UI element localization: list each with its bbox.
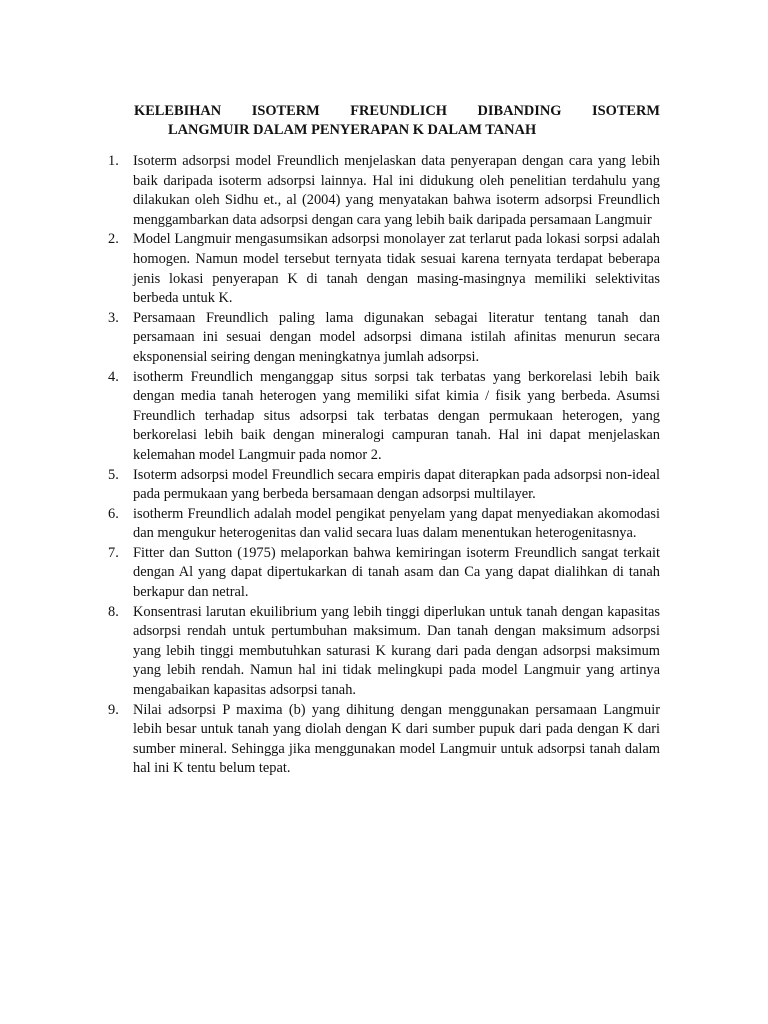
list-item-number: 6. bbox=[108, 505, 119, 522]
list-item-text: isotherm Freundlich adalah model pengikat penyelam yang dapat menyediakan akomodasi dan mengukur heterogenitas dan valid secara luas dalam menentukan heterogenitasnya. bbox=[133, 505, 660, 542]
list-item-number: 2. bbox=[108, 231, 119, 248]
list-item bbox=[108, 505, 660, 544]
list-item-number: 9. bbox=[108, 701, 119, 718]
document-title-line-1: KELEBIHAN ISOTERM FREUNDLICH DIBANDING ISOTERM bbox=[134, 103, 660, 119]
list-item-text: Persamaan Freundlich paling lama digunakan sebagai literatur tentang tanah dan persamaan ini sesuai dengan model adsorpsi dimana istilah afinitas menurun secara eksponensial seiring dengan meningkatnya jumlah adsorpsi. bbox=[133, 309, 660, 365]
list-item-text: isotherm Freundlich menganggap situs sorpsi tak terbatas yang berkorelasi lebih baik dengan media tanah heterogen yang memiliki sifat kimia / fisik yang berbeda. Asumsi Freundlich terhadap situs adsorpsi tak terbatas dengan permukaan heterogen, yang berkorelasi lebih baik dengan mineralogi campuran tanah. Hal ini dapat menjelaskan kelemahan model Langmuir pada nomor 2. bbox=[133, 368, 660, 463]
list-item bbox=[108, 603, 660, 701]
list-item bbox=[108, 230, 660, 308]
list-item-text: Nilai adsorpsi P maxima (b) yang dihitung dengan menggunakan persamaan Langmuir lebih besar untuk tanah yang diolah dengan K dari sumber pupuk dari pada dengan K dari sumber mineral. Sehingga jika menggunakan model Langmuir untuk adsorpsi tanah dalam hal ini K tentu belum tepat. bbox=[133, 701, 660, 777]
list-item-number: 7. bbox=[108, 544, 119, 561]
list-item bbox=[108, 544, 660, 603]
document-title-line-2: LANGMUIR DALAM PENYERAPAN K DALAM TANAH bbox=[168, 122, 537, 138]
list-item bbox=[108, 466, 660, 505]
list-item bbox=[108, 368, 660, 466]
list-item-number: 4. bbox=[108, 368, 119, 385]
list-item-text: Model Langmuir mengasumsikan adsorpsi monolayer zat terlarut pada lokasi sorpsi adalah homogen. Namun model tersebut ternyata tidak sesuai karena ternyata terdapat beberapa jenis lokasi penyerapan K di tanah dengan masing-masingnya memiliki selektivitas berbeda untuk K. bbox=[133, 231, 660, 307]
list-item-text: Isoterm adsorpsi model Freundlich menjelaskan data penyerapan dengan cara yang lebih baik daripada isoterm adsorpsi lainnya. Hal ini didukung oleh penelitian terdahulu yang dilakukan oleh Sidhu et., al (2004) yang menyatakan bahwa isoterm adsorpsi Freundlich menggambarkan data adsorpsi dengan cara yang lebih baik daripada persamaan Langmuir bbox=[133, 153, 660, 228]
list-item bbox=[108, 701, 660, 779]
list-item bbox=[108, 309, 660, 368]
list-item bbox=[108, 152, 660, 230]
list-item-number: 5. bbox=[108, 466, 119, 483]
list-item-text: Konsentrasi larutan ekuilibrium yang lebih tinggi diperlukan untuk tanah dengan kapasitas adsorpsi rendah untuk pertumbuhan maksimum. Dan tanah dengan maksimum adsorpsi yang lebih tinggi membutuhkan saturasi K kurang dari pada dengan adsorpsi maksimum yang lebih rendah. Namun hal ini tidak melingkupi pada model Langmuir yang artinya mengabaikan kapasitas adsorpsi tanah. bbox=[133, 603, 660, 699]
list-item-text: Fitter dan Sutton (1975) melaporkan bahwa kemiringan isoterm Freundlich sangat terkait dengan Al yang dapat dipertukarkan di tanah asam dan Ca yang dapat dialihkan di tanah berkapur dan netral. bbox=[133, 544, 660, 601]
numbered-list bbox=[108, 152, 660, 779]
list-item-number: 8. bbox=[108, 603, 119, 620]
list-item-number: 1. bbox=[108, 153, 119, 169]
list-item-text: Isoterm adsorpsi model Freundlich secara empiris dapat diterapkan pada adsorpsi non-ideal pada permukaan yang berbeda bersamaan dengan adsorpsi multilayer. bbox=[133, 466, 660, 503]
list-item-number: 3. bbox=[108, 309, 119, 326]
